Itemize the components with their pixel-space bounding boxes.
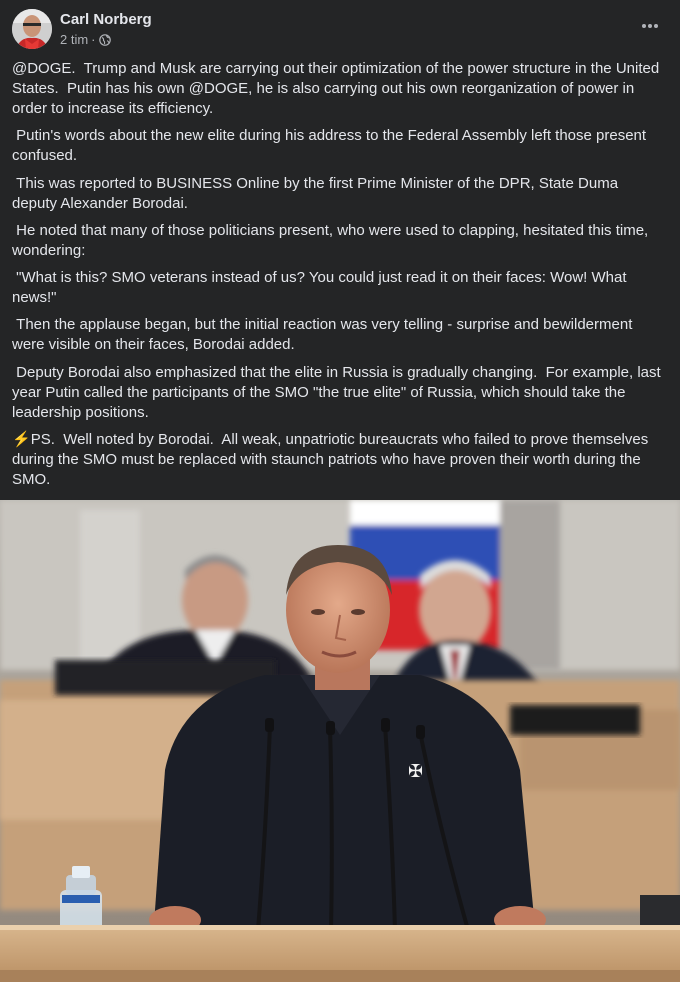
photo-image (0, 500, 680, 982)
post-paragraph: Deputy Borodai also emphasized that the elite in Russia is gradually changing. For example, last year Putin called the participants of the SMO "the true elite" of Russia, which should take the leadership positions. (12, 363, 665, 421)
post-body (12, 59, 666, 497)
post-paragraph: @DOGE. Trump and Musk are carrying out their optimization of the power structure in the United States. Putin has his own @DOGE, he is also carrying out his own reorganization of power in order to increase its efficiency. (12, 60, 664, 117)
post-photo[interactable] (0, 500, 680, 982)
more-options-button[interactable] (638, 13, 662, 37)
post-timestamp[interactable]: 2 tim (60, 32, 89, 47)
ps-text: PS. Well noted by Borodai. All weak, unpatriotic bureaucrats who failed to prove themselves during the SMO must be replaced with staunch patriots who have proven their worth during the SMO. (12, 431, 653, 489)
post-paragraph: This was reported to BUSINESS Online by the first Prime Minister of the DPR, State Duma deputy Alexander Borodai. (12, 174, 623, 212)
svg-text:✠: ✠ (408, 761, 424, 782)
globe-icon[interactable] (99, 34, 111, 46)
post-ps-paragraph (12, 430, 666, 490)
meta-separator: · (91, 32, 96, 47)
author-avatar[interactable] (12, 9, 52, 49)
post-paragraph: Then the applause began, but the initial reaction was very telling - surprise and bewilderment were visible on their faces, Borodai added. (12, 316, 637, 354)
post-paragraph: He noted that many of those politicians present, who were used to clapping, hesitated this time, wondering: (12, 221, 653, 259)
post-meta (60, 32, 111, 47)
lightning-icon: ⚡ (12, 431, 31, 449)
post-paragraph: Putin's words about the new elite during his address to the Federal Assembly left those present confused. (12, 127, 651, 165)
author-name[interactable]: Carl Norberg (60, 11, 152, 28)
more-horizontal-icon (641, 16, 659, 34)
post-paragraph: "What is this? SMO veterans instead of us? You could just read it on their faces: Wow! What news!" (12, 269, 631, 307)
avatar-image (12, 9, 52, 49)
post-header (12, 9, 668, 51)
